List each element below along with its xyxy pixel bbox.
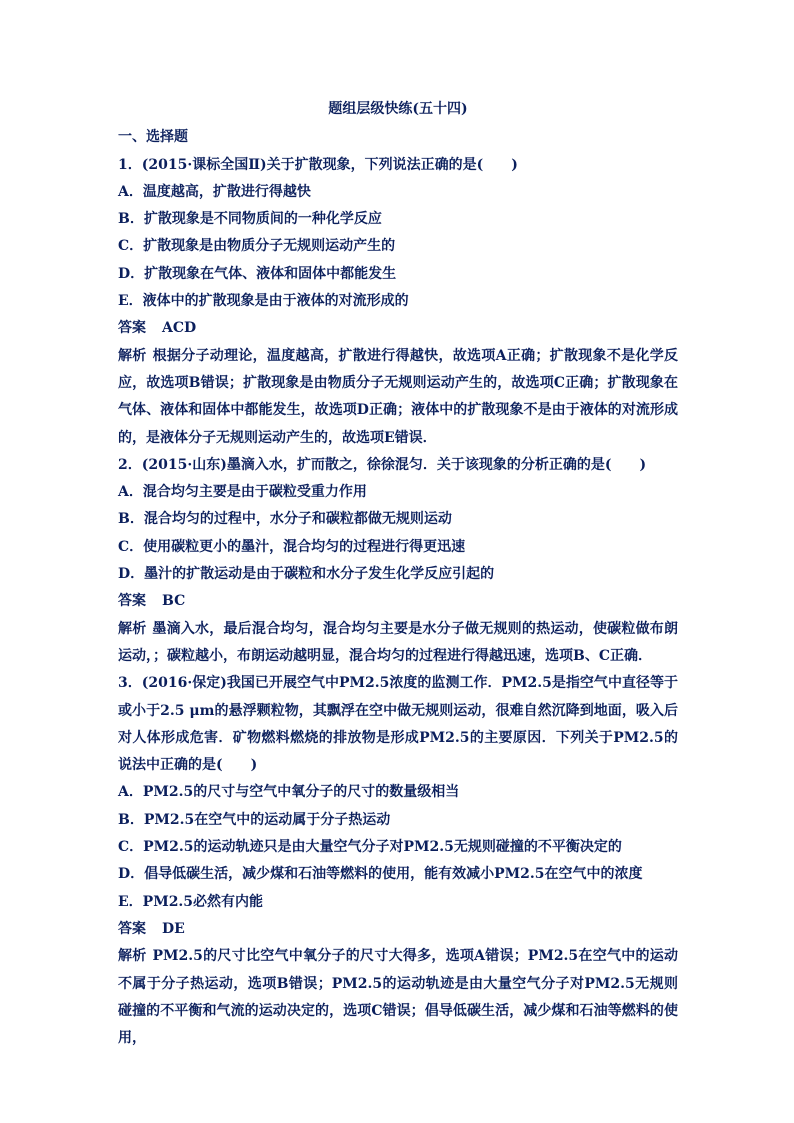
question-2 — [118, 452, 678, 670]
analysis-label: 解析 — [118, 948, 147, 965]
option-e: E．液体中的扩散现象是由于液体的对流形成的 — [118, 293, 409, 310]
option-b: B．PM2.5在空气中的运动属于分子热运动 — [118, 811, 391, 828]
option-b: B．混合均匀的过程中，水分子和碳粒都做无规则运动 — [118, 511, 452, 528]
analysis-label: 解析 — [118, 620, 147, 637]
question-stem: 1．(2015·课标全国Ⅱ)关于扩散现象，下列说法正确的是( ) — [118, 156, 518, 173]
option-c: C．扩散现象是由物质分子无规则运动产生的 — [118, 238, 396, 255]
option-a: A．温度越高，扩散进行得越快 — [118, 183, 311, 200]
answer-label: 答案 — [118, 320, 146, 337]
analysis-paragraph — [118, 343, 678, 452]
option-b: B．扩散现象是不同物质间的一种化学反应 — [118, 211, 382, 228]
analysis-label: 解析 — [118, 347, 147, 364]
answer-value: DE — [162, 920, 185, 937]
option-c: C．PM2.5的运动轨迹只是由大量空气分子对PM2.5无规则碰撞的不平衡决定的 — [118, 839, 622, 856]
page-title: 题组层级快练(五十四) — [328, 101, 468, 117]
analysis-text: 墨滴入水，最后混合均匀，混合均匀主要是水分子做无规则的热运动，使碳粒做布朗运动，；碳粒越小，布朗运动越明显，混合均匀的过程进行得越迅速，选项B、C正确． — [118, 620, 678, 664]
option-a: A．PM2.5的尺寸与空气中氧分子的尺寸的数量级相当 — [118, 784, 460, 801]
question-1 — [118, 152, 678, 452]
analysis-paragraph — [118, 943, 678, 1052]
answer-line — [118, 916, 678, 943]
option-d: D．倡导低碳生活，减少煤和石油等燃料的使用，能有效减小PM2.5在空气中的浓度 — [118, 866, 643, 883]
answer-label: 答案 — [118, 920, 146, 937]
answer-label: 答案 — [118, 593, 146, 610]
analysis-paragraph — [118, 616, 678, 671]
option-a: A．混合均匀主要是由于碳粒受重力作用 — [118, 484, 367, 501]
question-stem: 2．(2015·山东)墨滴入水，扩而散之，徐徐混匀．关于该现象的分析正确的是( ) — [118, 456, 647, 473]
answer-value: BC — [162, 593, 186, 610]
answer-line — [118, 315, 678, 342]
option-d: D．墨汁的扩散运动是由于碳粒和水分子发生化学反应引起的 — [118, 566, 495, 583]
option-e: E．PM2.5必然有内能 — [118, 893, 264, 910]
analysis-text: PM2.5的尺寸比空气中氧分子的尺寸大得多，选项A错误；PM2.5在空气中的运动不属于分子热运动，选项B错误；PM2.5的运动轨迹是由大量空气分子对PM2.5无规则碰撞的不平衡和气流的运动决定的，选项C错误；倡导低碳生活，减少煤和石油等燃料的使用， — [118, 948, 679, 1047]
answer-line — [118, 588, 678, 615]
document-body — [118, 96, 678, 1052]
question-stem: 3．(2016·保定)我国已开展空气中PM2.5浓度的监测工作．PM2.5是指空气中直径等于或小于2.5 μm的悬浮颗粒物，其飘浮在空中做无规则运动，很难自然沉降到地面，吸入后对人体形成危害．矿物燃料燃烧的排放物是形成PM2.5的主要原因．下列关于PM2.5的说法中正确的是( ) — [118, 675, 678, 774]
option-c: C．使用碳粒更小的墨汁，混合均匀的过程进行得更迅速 — [118, 538, 466, 555]
answer-value: ACD — [162, 320, 197, 337]
option-d: D．扩散现象在气体、液体和固体中都能发生 — [118, 265, 397, 282]
question-3 — [118, 670, 678, 1052]
analysis-text: 根据分子动理论，温度越高，扩散进行得越快，故选项A正确；扩散现象不是化学反应，故选项B错误；扩散现象是由物质分子无规则运动产生的，故选项C正确；扩散现象在气体、液体和固体中都能发生，故选项D正确；液体中的扩散现象不是由于液体的对流形成的，是液体分子无规则运动产生的，故选项E错误． — [118, 347, 678, 446]
section-heading: 一、选择题 — [118, 129, 188, 146]
